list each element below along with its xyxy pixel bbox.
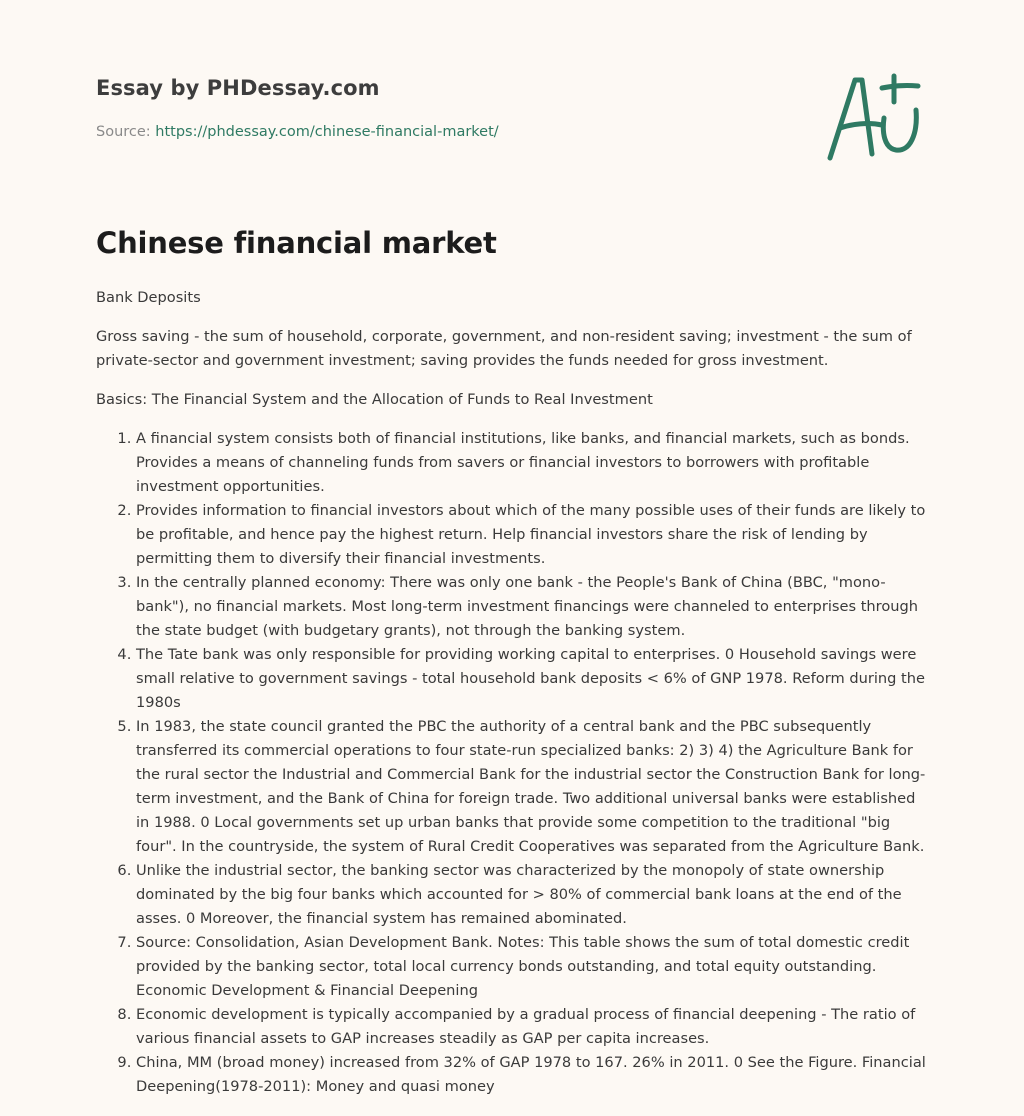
list-item: 9. China, MM (broad money) increased from 32% of GAP 1978 to 167. 26% in 2011. 0 See the Figure. Financial Deepening(1978-2011): Money and quasi money bbox=[136, 1051, 932, 1099]
site-brand: Essay by PHDessay.com bbox=[96, 76, 380, 100]
source-link[interactable]: https://phdessay.com/chinese-financial-market/ bbox=[155, 124, 499, 140]
article-title: Chinese financial market bbox=[96, 226, 497, 260]
a-plus-logo-icon bbox=[820, 68, 930, 168]
article-body bbox=[96, 286, 932, 1099]
list-item: 1. A financial system consists both of financial institutions, like banks, and financial markets, such as bonds. Provides a means of channeling funds from savers or financial investors to borrowers with profitable investment opportunities. bbox=[136, 427, 932, 499]
list-item: 7. Source: Consolidation, Asian Development Bank. Notes: This table shows the sum of total domestic credit provided by the banking sector, total local currency bonds outstanding, and total equity outstanding. Economic Development & Financial Deepening bbox=[136, 931, 932, 1003]
paragraph-gross-saving: Gross saving - the sum of household, corporate, government, and non-resident saving; investment - the sum of private-sector and government investment; saving provides the funds needed for gross investment. bbox=[96, 328, 912, 369]
list-item: 2. Provides information to financial investors about which of the many possible uses of their funds are likely to be profitable, and hence pay the highest return. Help financial investors share the risk of lending by permitting them to diversify their financial investments. bbox=[136, 499, 932, 571]
list-item: 3. In the centrally planned economy: There was only one bank - the People's Bank of China (BBC, "mono-bank"), no financial markets. Most long-term investment financings were channeled to enterprises through the state budget (with budgetary grants), not through the banking system. bbox=[136, 571, 932, 643]
list-item: 6. Unlike the industrial sector, the banking sector was characterized by the monopoly of state ownership dominated by the big four banks which accounted for > 80% of commercial bank loans at the end of the asses. 0 Moreover, the financial system has remained abominated. bbox=[136, 859, 932, 931]
numbered-list bbox=[96, 427, 932, 1099]
source-line bbox=[96, 124, 499, 140]
list-item: 8. Economic development is typically accompanied by a gradual process of financial deepening - The ratio of various financial assets to GAP increases steadily as GAP per capita increases. bbox=[136, 1003, 932, 1051]
list-item: 5. In 1983, the state council granted the PBC the authority of a central bank and the PBC subsequently transferred its commercial operations to four state-run specialized banks: 2) 3) 4) the Agriculture Bank for the rural sector the Industrial and Commercial Bank for the industrial sector the Construction Bank for long-term investment, and the Bank of China for foreign trade. Two additional universal banks were established in 1988. 0 Local governments set up urban banks that provide some competition to the traditional "big four". In the countryside, the system of Rural Credit Cooperatives was separated from the Agriculture Bank. bbox=[136, 715, 932, 859]
source-label: Source: bbox=[96, 124, 156, 140]
section-heading-basics: Basics: The Financial System and the Allocation of Funds to Real Investment bbox=[96, 391, 653, 408]
list-item: 4. The Tate bank was only responsible for providing working capital to enterprises. 0 Household savings were small relative to government savings - total household bank deposits < 6% of GNP 1978. Reform during the 1980s bbox=[136, 643, 932, 715]
section-heading-bank-deposits: Bank Deposits bbox=[96, 289, 201, 306]
